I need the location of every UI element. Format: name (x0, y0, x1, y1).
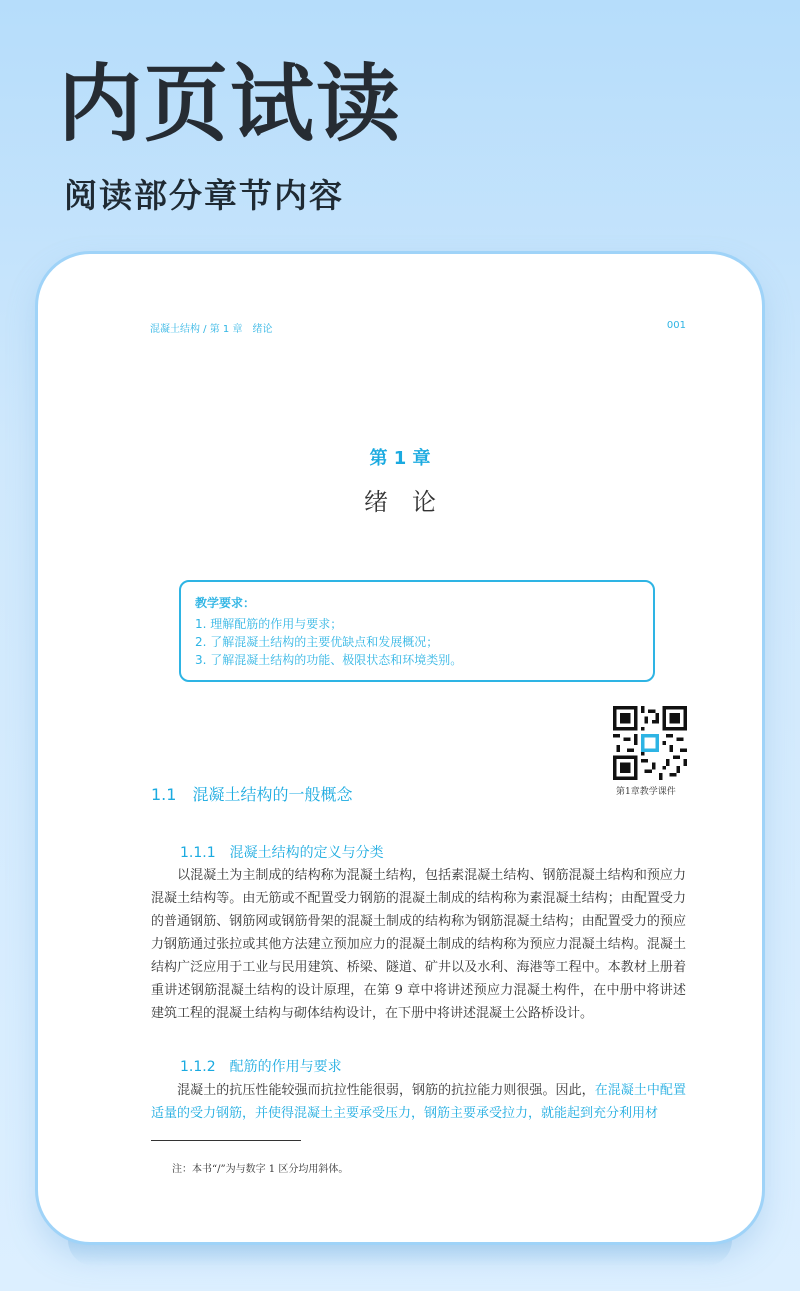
requirement-item: 2. 了解混凝土结构的主要优缺点和发展概况； (195, 635, 439, 649)
highlighted-text: 在混凝土中配置适量的受力钢筋，并使得混凝土主要承受压力，钢筋主要承受拉力，就能起到充分利用材 (151, 1083, 686, 1121)
requirement-item: 1. 理解配筋的作用与要求； (195, 617, 343, 631)
subsection-heading: 1.1.2 配筋的作用与要求 (180, 1059, 342, 1075)
subsection-heading: 1.1.1 混凝土结构的定义与分类 (180, 845, 384, 861)
book-page-card (38, 254, 762, 1242)
hero-subtitle: 阅读部分章节内容 (64, 176, 344, 215)
qr-caption: 第1章教学课件 (616, 787, 676, 797)
hero-title: 内页试读 (58, 55, 403, 153)
chapter-title: 绪 论 (364, 488, 436, 516)
body-paragraph (151, 864, 686, 1025)
running-header-title: 混凝土结构 / 第 1 章 绪论 (150, 324, 273, 335)
footnote-divider (151, 1140, 301, 1141)
section-heading: 1.1 混凝土结构的一般概念 (151, 785, 353, 804)
chapter-number: 第 1 章 (369, 448, 431, 469)
qr-code-icon[interactable] (613, 706, 687, 780)
card-shadow (68, 1240, 732, 1266)
paragraph-text: 以混凝土为主制成的结构称为混凝土结构，包括素混凝土结构、钢筋混凝土结构和预应力混凝土结构等。由无筋或不配置受力钢筋的混凝土制成的结构称为素混凝土结构；由配置受力的普通钢筋、钢筋网或钢筋骨架的混凝土制成的结构称为钢筋混凝土结构；由配置受力的预应力钢筋通过张拉或其他方法建立预加应力的混凝土制成的结构称为预应力混凝土结构。混凝土结构广泛应用于工业与民用建筑、桥梁、隧道、矿井以及水利、海港等工程中。本教材上册着重讲述钢筋混凝土结构的设计原理，在第 9 章中将讲述预应力混凝土构件，在中册中将讲述建筑工程的混凝土结构与砌体结构设计，在下册中将讲述混凝土公路桥设计。 (151, 868, 686, 1021)
requirement-item: 3. 了解混凝土结构的功能、极限状态和环境类别。 (195, 653, 463, 667)
requirements-title: 教学要求： (195, 596, 256, 610)
teaching-requirements-box (179, 580, 655, 682)
page-number: 001 (666, 320, 686, 331)
paragraph-text: 混凝土的抗压性能较强而抗拉性能很弱，钢筋的抗拉能力则很强。因此， (177, 1083, 595, 1098)
footnote: 注：本书“/”为与数字 1 区分均用斜体。 (172, 1164, 349, 1175)
body-paragraph (151, 1079, 686, 1125)
